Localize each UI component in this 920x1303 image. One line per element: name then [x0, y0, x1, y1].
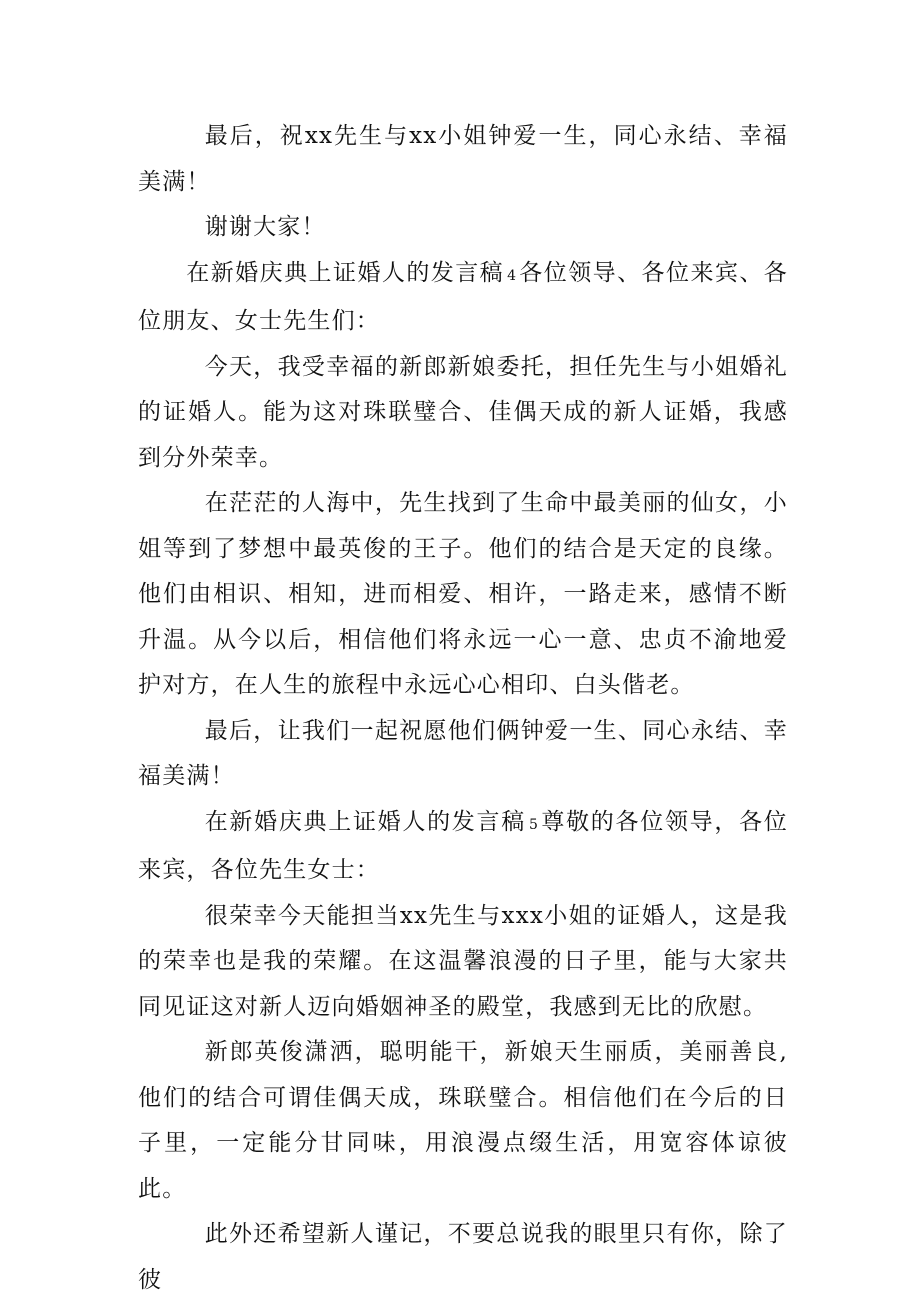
paragraph: 新郎英俊潇洒，聪明能干，新娘天生丽质，美丽善良,他们的结合可谓佳偶天成，珠联璧合。相信他们在今后的日子里，一定能分甘同味，用浪漫点缀生活，用宽容体谅彼此。	[138, 1039, 788, 1202]
paragraph: 此外还希望新人谨记，不要总说我的眼里只有你，除了彼	[138, 1221, 788, 1293]
speech-title: 在新婚庆典上证婚人的发言稿	[204, 808, 526, 835]
speech-number: 4	[507, 267, 517, 284]
speech-salutation: 各位领导、各位来宾、各位朋友、女士先生们：	[138, 259, 788, 334]
paragraph: 在茫茫的人海中，先生找到了生命中最美丽的仙女，小姐等到了梦想中最英俊的王子。他们的结合是天定的良缘。他们由相识、相知，进而相爱、相许，一路走来，感情不断升温。从今以后，相信他们将永远一心一意、忠贞不渝地爱护对方，在人生的旅程中永远心心相印、白头偕老。	[138, 490, 788, 698]
paragraph: 今天，我受幸福的新郎新娘委托，担任先生与小姐婚礼的证婚人。能为这对珠联璧合、佳偶天成的新人证婚，我感到分外荣幸。	[138, 353, 788, 471]
paragraph: 很荣幸今天能担当xx先生与xxx小姐的证婚人，这是我的荣幸也是我的荣耀。在这温馨浪漫的日子里，能与大家共同见证这对新人迈向婚姻神圣的殿堂，我感到无比的欣慰。	[138, 902, 788, 1020]
paragraph: 最后，让我们一起祝愿他们俩钟爱一生、同心永结、幸福美满！	[138, 717, 788, 789]
paragraph: 谢谢大家！	[204, 214, 326, 240]
speech-title: 在新婚庆典上证婚人的发言稿	[186, 259, 505, 286]
paragraph: 最后，祝xx先生与xx小姐钟爱一生，同心永结、幸福美满！	[138, 123, 788, 195]
speech-salutation: 尊敬的各位领导，各位来宾，各位先生女士：	[138, 808, 788, 883]
speech-number: 5	[528, 816, 538, 833]
speech-heading-paragraph	[138, 800, 788, 894]
document-body	[138, 114, 788, 1303]
speech-heading-paragraph	[138, 251, 788, 345]
